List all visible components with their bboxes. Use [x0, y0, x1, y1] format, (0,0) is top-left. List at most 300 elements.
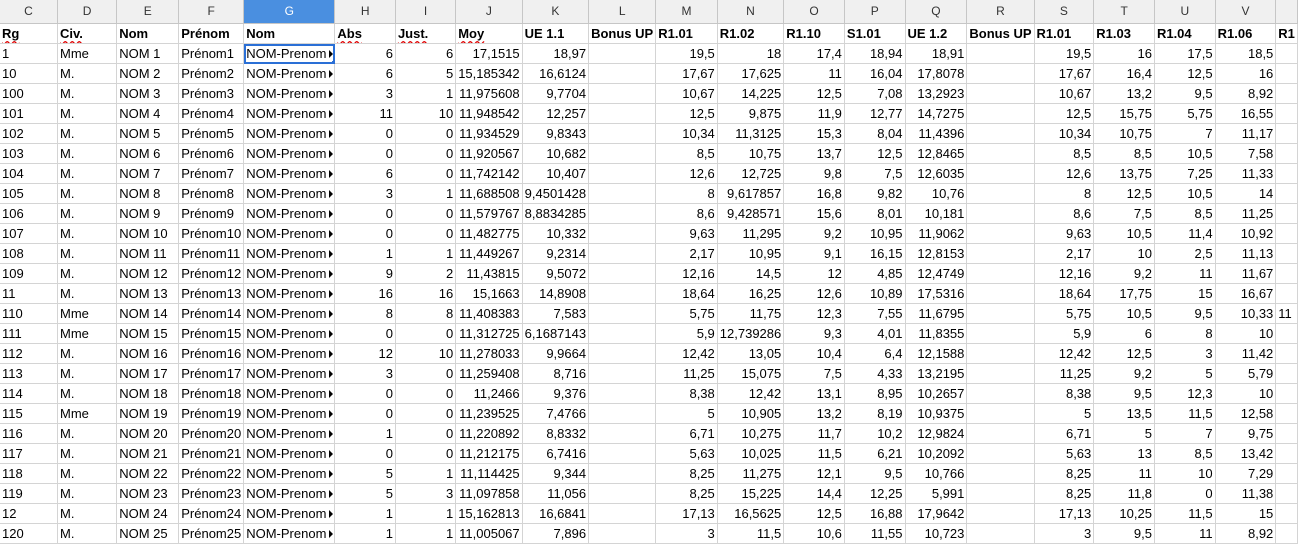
grid-cell[interactable] [589, 504, 656, 524]
grid-cell[interactable] [244, 104, 335, 124]
grid-cell[interactable] [244, 284, 335, 304]
grid-cell[interactable] [395, 524, 455, 544]
grid-cell[interactable] [784, 244, 845, 264]
grid-cell[interactable] [335, 444, 396, 464]
grid-cell[interactable] [522, 44, 588, 64]
header-cell[interactable] [117, 24, 179, 44]
grid-cell[interactable] [179, 184, 244, 204]
header-cell[interactable] [905, 24, 967, 44]
grid-cell[interactable] [1276, 184, 1298, 204]
grid-cell[interactable] [1215, 264, 1276, 284]
grid-cell[interactable] [1154, 184, 1215, 204]
grid-cell[interactable] [784, 164, 845, 184]
grid-cell[interactable] [244, 484, 335, 504]
grid-cell[interactable] [1094, 464, 1155, 484]
grid-cell[interactable] [117, 464, 179, 484]
grid-cell[interactable] [905, 504, 967, 524]
grid-cell[interactable] [244, 144, 335, 164]
grid-cell[interactable] [905, 484, 967, 504]
grid-cell[interactable] [335, 524, 396, 544]
grid-cell[interactable] [0, 164, 58, 184]
grid-cell[interactable] [0, 424, 58, 444]
grid-cell[interactable] [0, 264, 58, 284]
grid-cell[interactable] [1154, 324, 1215, 344]
grid-cell[interactable] [522, 104, 588, 124]
grid-cell[interactable] [1215, 344, 1276, 364]
grid-cell[interactable] [1154, 44, 1215, 64]
grid-cell[interactable] [1154, 404, 1215, 424]
grid-cell[interactable] [1215, 444, 1276, 464]
grid-cell[interactable] [1276, 484, 1298, 504]
header-cell[interactable] [58, 24, 117, 44]
grid-cell[interactable] [58, 524, 117, 544]
grid-cell[interactable] [589, 304, 656, 324]
grid-cell[interactable] [1215, 364, 1276, 384]
grid-cell[interactable] [335, 124, 396, 144]
grid-cell[interactable] [1034, 344, 1094, 364]
grid-cell[interactable] [1276, 304, 1298, 324]
grid-cell[interactable] [456, 484, 522, 504]
grid-cell[interactable] [1094, 304, 1155, 324]
grid-cell[interactable] [522, 64, 588, 84]
grid-cell[interactable] [656, 364, 718, 384]
grid-cell[interactable] [58, 504, 117, 524]
grid-cell[interactable] [0, 324, 58, 344]
grid-cell[interactable] [1154, 304, 1215, 324]
grid-cell[interactable] [456, 364, 522, 384]
grid-cell[interactable] [395, 504, 455, 524]
grid-cell[interactable] [784, 284, 845, 304]
grid-cell[interactable] [1154, 144, 1215, 164]
grid-cell[interactable] [784, 224, 845, 244]
column-header-n[interactable]: N [717, 0, 783, 24]
grid-cell[interactable] [717, 384, 783, 404]
grid-cell[interactable] [395, 104, 455, 124]
grid-cell[interactable] [522, 244, 588, 264]
grid-cell[interactable] [1094, 444, 1155, 464]
grid-cell[interactable] [589, 184, 656, 204]
grid-cell[interactable] [717, 404, 783, 424]
grid-cell[interactable] [717, 84, 783, 104]
grid-cell[interactable] [335, 104, 396, 124]
grid-cell[interactable] [844, 524, 905, 544]
grid-cell[interactable] [0, 484, 58, 504]
grid-cell[interactable] [1215, 284, 1276, 304]
grid-cell[interactable] [784, 124, 845, 144]
grid-cell[interactable] [967, 144, 1034, 164]
grid-cell[interactable] [335, 424, 396, 444]
grid-cell[interactable] [1276, 364, 1298, 384]
grid-cell[interactable] [179, 324, 244, 344]
grid-cell[interactable] [1215, 464, 1276, 484]
grid-cell[interactable] [1034, 224, 1094, 244]
grid-cell[interactable] [1034, 204, 1094, 224]
grid-cell[interactable] [589, 404, 656, 424]
grid-cell[interactable] [0, 364, 58, 384]
grid-cell[interactable] [0, 284, 58, 304]
grid-cell[interactable] [967, 404, 1034, 424]
grid-cell[interactable] [117, 244, 179, 264]
grid-cell[interactable] [456, 264, 522, 284]
grid-cell[interactable] [58, 264, 117, 284]
grid-cell[interactable] [905, 384, 967, 404]
grid-cell[interactable] [905, 304, 967, 324]
grid-cell[interactable] [1215, 164, 1276, 184]
grid-cell[interactable] [1094, 384, 1155, 404]
grid-cell[interactable] [244, 124, 335, 144]
grid-cell[interactable] [395, 404, 455, 424]
grid-cell[interactable] [784, 464, 845, 484]
grid-cell[interactable] [717, 524, 783, 544]
grid-cell[interactable] [1276, 284, 1298, 304]
grid-cell[interactable] [456, 44, 522, 64]
grid-cell[interactable] [0, 464, 58, 484]
grid-cell[interactable] [395, 444, 455, 464]
grid-cell[interactable] [58, 424, 117, 444]
column-header-j[interactable]: J [456, 0, 522, 24]
column-header-l[interactable]: L [589, 0, 656, 24]
grid-cell[interactable] [967, 444, 1034, 464]
grid-cell[interactable] [335, 464, 396, 484]
grid-cell[interactable] [1215, 64, 1276, 84]
grid-cell[interactable] [1034, 504, 1094, 524]
grid-cell[interactable] [1154, 444, 1215, 464]
grid-cell[interactable] [179, 304, 244, 324]
grid-cell[interactable] [1094, 264, 1155, 284]
grid-cell[interactable] [1094, 204, 1155, 224]
grid-cell[interactable] [1154, 484, 1215, 504]
grid-cell[interactable] [335, 364, 396, 384]
grid-cell[interactable] [456, 324, 522, 344]
grid-cell[interactable] [179, 424, 244, 444]
header-cell[interactable] [656, 24, 718, 44]
grid-cell[interactable] [589, 444, 656, 464]
grid-cell[interactable] [395, 384, 455, 404]
grid-cell[interactable] [58, 104, 117, 124]
grid-cell[interactable] [0, 304, 58, 324]
column-header-g[interactable]: G [244, 0, 335, 24]
grid-cell[interactable] [58, 444, 117, 464]
grid-cell[interactable] [395, 284, 455, 304]
grid-cell[interactable] [967, 164, 1034, 184]
grid-cell[interactable] [844, 464, 905, 484]
grid-cell[interactable] [522, 164, 588, 184]
grid-cell[interactable] [1215, 204, 1276, 224]
header-cell[interactable] [522, 24, 588, 44]
grid-cell[interactable] [179, 524, 244, 544]
grid-cell[interactable] [589, 124, 656, 144]
grid-cell[interactable] [456, 224, 522, 244]
grid-cell[interactable] [905, 364, 967, 384]
grid-cell[interactable] [717, 244, 783, 264]
grid-cell[interactable] [844, 44, 905, 64]
grid-cell[interactable] [1215, 404, 1276, 424]
grid-cell[interactable] [1215, 504, 1276, 524]
grid-cell[interactable] [656, 124, 718, 144]
grid-cell[interactable] [967, 424, 1034, 444]
grid-cell[interactable] [58, 364, 117, 384]
grid-cell[interactable] [244, 444, 335, 464]
grid-cell[interactable] [844, 224, 905, 244]
grid-cell[interactable] [717, 324, 783, 344]
grid-cell[interactable] [905, 64, 967, 84]
grid-cell[interactable] [967, 364, 1034, 384]
grid-cell[interactable] [335, 144, 396, 164]
grid-cell[interactable] [905, 424, 967, 444]
grid-cell[interactable] [244, 84, 335, 104]
grid-cell[interactable] [905, 204, 967, 224]
grid-cell[interactable] [905, 244, 967, 264]
grid-cell[interactable] [784, 44, 845, 64]
grid-cell[interactable] [0, 64, 58, 84]
grid-cell[interactable] [844, 384, 905, 404]
column-header-q[interactable]: Q [905, 0, 967, 24]
grid-cell[interactable] [784, 84, 845, 104]
grid-cell[interactable] [967, 264, 1034, 284]
grid-cell[interactable] [717, 184, 783, 204]
grid-cell[interactable] [967, 484, 1034, 504]
grid-cell[interactable] [784, 64, 845, 84]
grid-cell[interactable] [844, 164, 905, 184]
grid-cell[interactable] [58, 184, 117, 204]
grid-cell[interactable] [522, 204, 588, 224]
grid-cell[interactable] [1034, 304, 1094, 324]
grid-cell[interactable] [784, 144, 845, 164]
column-header-s[interactable]: S [1034, 0, 1094, 24]
grid-cell[interactable] [1154, 204, 1215, 224]
grid-cell[interactable] [335, 504, 396, 524]
grid-cell[interactable] [395, 124, 455, 144]
grid-cell[interactable] [1276, 104, 1298, 124]
grid-cell[interactable] [244, 524, 335, 544]
grid-cell[interactable] [656, 244, 718, 264]
grid-cell[interactable] [717, 44, 783, 64]
grid-cell[interactable] [0, 344, 58, 364]
grid-cell[interactable] [117, 324, 179, 344]
grid-cell[interactable] [1094, 484, 1155, 504]
grid-cell[interactable] [1034, 484, 1094, 504]
grid-cell[interactable] [589, 384, 656, 404]
grid-cell[interactable] [456, 164, 522, 184]
grid-cell[interactable] [58, 464, 117, 484]
grid-cell[interactable] [179, 484, 244, 504]
grid-cell[interactable] [335, 484, 396, 504]
grid-cell[interactable] [905, 184, 967, 204]
grid-cell[interactable] [967, 304, 1034, 324]
grid-cell[interactable] [179, 264, 244, 284]
grid-cell[interactable] [1094, 524, 1155, 544]
grid-cell[interactable] [58, 224, 117, 244]
grid-cell[interactable] [905, 524, 967, 544]
grid-cell[interactable] [117, 64, 179, 84]
grid-cell[interactable] [589, 244, 656, 264]
grid-cell[interactable] [656, 344, 718, 364]
grid-cell[interactable] [58, 484, 117, 504]
grid-cell[interactable] [784, 364, 845, 384]
grid-cell[interactable] [589, 64, 656, 84]
grid-cell[interactable] [522, 524, 588, 544]
grid-cell[interactable] [1034, 384, 1094, 404]
grid-cell[interactable] [656, 504, 718, 524]
grid-cell[interactable] [967, 384, 1034, 404]
grid-cell[interactable] [244, 204, 335, 224]
grid-cell[interactable] [589, 224, 656, 244]
column-header-f[interactable]: F [179, 0, 244, 24]
grid-cell[interactable] [335, 284, 396, 304]
grid-cell[interactable] [717, 444, 783, 464]
grid-cell[interactable] [656, 44, 718, 64]
grid-cell[interactable] [1034, 404, 1094, 424]
grid-cell[interactable] [456, 104, 522, 124]
grid-cell[interactable] [0, 244, 58, 264]
grid-cell[interactable] [656, 324, 718, 344]
header-cell[interactable] [0, 24, 58, 44]
grid-cell[interactable] [395, 484, 455, 504]
grid-cell[interactable] [656, 184, 718, 204]
grid-cell[interactable] [244, 64, 335, 84]
grid-cell[interactable] [395, 64, 455, 84]
grid-cell[interactable] [1276, 44, 1298, 64]
grid-cell[interactable] [522, 424, 588, 444]
grid-cell[interactable] [784, 304, 845, 324]
grid-cell[interactable] [1215, 84, 1276, 104]
header-cell[interactable] [456, 24, 522, 44]
grid-cell[interactable] [1215, 484, 1276, 504]
grid-cell[interactable] [1154, 244, 1215, 264]
grid-cell[interactable] [179, 104, 244, 124]
grid-cell[interactable] [905, 344, 967, 364]
header-cell[interactable] [395, 24, 455, 44]
grid-cell[interactable] [967, 184, 1034, 204]
grid-cell[interactable] [117, 504, 179, 524]
grid-cell[interactable] [0, 384, 58, 404]
grid-cell[interactable] [1215, 384, 1276, 404]
grid-cell[interactable] [456, 64, 522, 84]
grid-cell[interactable] [717, 164, 783, 184]
grid-cell[interactable] [905, 264, 967, 284]
grid-cell[interactable] [1094, 84, 1155, 104]
grid-cell[interactable] [1094, 64, 1155, 84]
grid-cell[interactable] [656, 64, 718, 84]
grid-cell[interactable] [0, 124, 58, 144]
grid-cell[interactable] [844, 64, 905, 84]
grid-cell[interactable] [244, 304, 335, 324]
grid-cell[interactable] [784, 204, 845, 224]
column-header-t[interactable]: T [1094, 0, 1155, 24]
grid-cell[interactable] [395, 344, 455, 364]
grid-cell[interactable] [1154, 364, 1215, 384]
header-cell[interactable] [335, 24, 396, 44]
grid-cell[interactable] [117, 44, 179, 64]
grid-cell[interactable] [335, 204, 396, 224]
grid-cell[interactable] [456, 344, 522, 364]
grid-cell[interactable] [456, 204, 522, 224]
header-cell[interactable] [1154, 24, 1215, 44]
grid-cell[interactable] [717, 144, 783, 164]
grid-cell[interactable] [395, 204, 455, 224]
grid-cell[interactable] [717, 64, 783, 84]
grid-cell[interactable] [844, 404, 905, 424]
grid-cell[interactable] [456, 184, 522, 204]
grid-cell[interactable] [1215, 424, 1276, 444]
grid-cell[interactable] [244, 224, 335, 244]
grid-cell[interactable] [844, 244, 905, 264]
grid-cell[interactable] [717, 304, 783, 324]
header-cell[interactable] [784, 24, 845, 44]
grid-cell[interactable] [656, 144, 718, 164]
grid-cell[interactable] [1094, 244, 1155, 264]
grid-cell[interactable] [58, 64, 117, 84]
grid-cell[interactable] [1154, 384, 1215, 404]
grid-cell[interactable] [335, 44, 396, 64]
grid-cell[interactable] [844, 204, 905, 224]
grid-cell[interactable] [335, 224, 396, 244]
grid-cell[interactable] [1094, 104, 1155, 124]
grid-cell[interactable] [522, 264, 588, 284]
grid-cell[interactable] [1276, 424, 1298, 444]
grid-cell[interactable] [1154, 84, 1215, 104]
grid-cell[interactable] [967, 324, 1034, 344]
grid-cell[interactable] [844, 304, 905, 324]
grid-cell[interactable] [522, 344, 588, 364]
grid-cell[interactable] [844, 444, 905, 464]
grid-cell[interactable] [395, 84, 455, 104]
grid-cell[interactable] [1154, 284, 1215, 304]
grid-cell[interactable] [844, 324, 905, 344]
grid-cell[interactable] [1094, 404, 1155, 424]
grid-cell[interactable] [1276, 524, 1298, 544]
grid-cell[interactable] [717, 424, 783, 444]
grid-cell[interactable] [656, 104, 718, 124]
grid-cell[interactable] [522, 364, 588, 384]
grid-cell[interactable] [0, 84, 58, 104]
grid-cell[interactable] [967, 344, 1034, 364]
header-cell[interactable] [1034, 24, 1094, 44]
grid-cell[interactable] [1154, 504, 1215, 524]
grid-cell[interactable] [1276, 64, 1298, 84]
grid-cell[interactable] [1154, 524, 1215, 544]
grid-cell[interactable] [179, 204, 244, 224]
grid-cell[interactable] [717, 464, 783, 484]
grid-cell[interactable] [717, 504, 783, 524]
grid-cell[interactable] [967, 64, 1034, 84]
grid-cell[interactable] [905, 164, 967, 184]
grid-cell[interactable] [1034, 424, 1094, 444]
grid-cell[interactable] [244, 164, 335, 184]
grid-cell[interactable] [1276, 264, 1298, 284]
grid-cell[interactable] [58, 404, 117, 424]
grid-cell[interactable] [522, 124, 588, 144]
grid-cell[interactable] [0, 104, 58, 124]
grid-cell[interactable] [522, 384, 588, 404]
grid-cell[interactable] [656, 164, 718, 184]
grid-cell[interactable] [395, 224, 455, 244]
grid-cell[interactable] [1034, 184, 1094, 204]
grid-cell[interactable] [1154, 464, 1215, 484]
grid-cell[interactable] [1094, 344, 1155, 364]
grid-cell[interactable] [58, 84, 117, 104]
grid-cell[interactable] [522, 324, 588, 344]
grid-cell[interactable] [784, 344, 845, 364]
grid-cell[interactable] [335, 304, 396, 324]
grid-cell[interactable] [456, 504, 522, 524]
grid-cell[interactable] [784, 444, 845, 464]
grid-cell[interactable] [395, 324, 455, 344]
grid-cell[interactable] [784, 424, 845, 444]
grid-cell[interactable] [967, 464, 1034, 484]
grid-cell[interactable] [456, 464, 522, 484]
grid-cell[interactable] [905, 144, 967, 164]
